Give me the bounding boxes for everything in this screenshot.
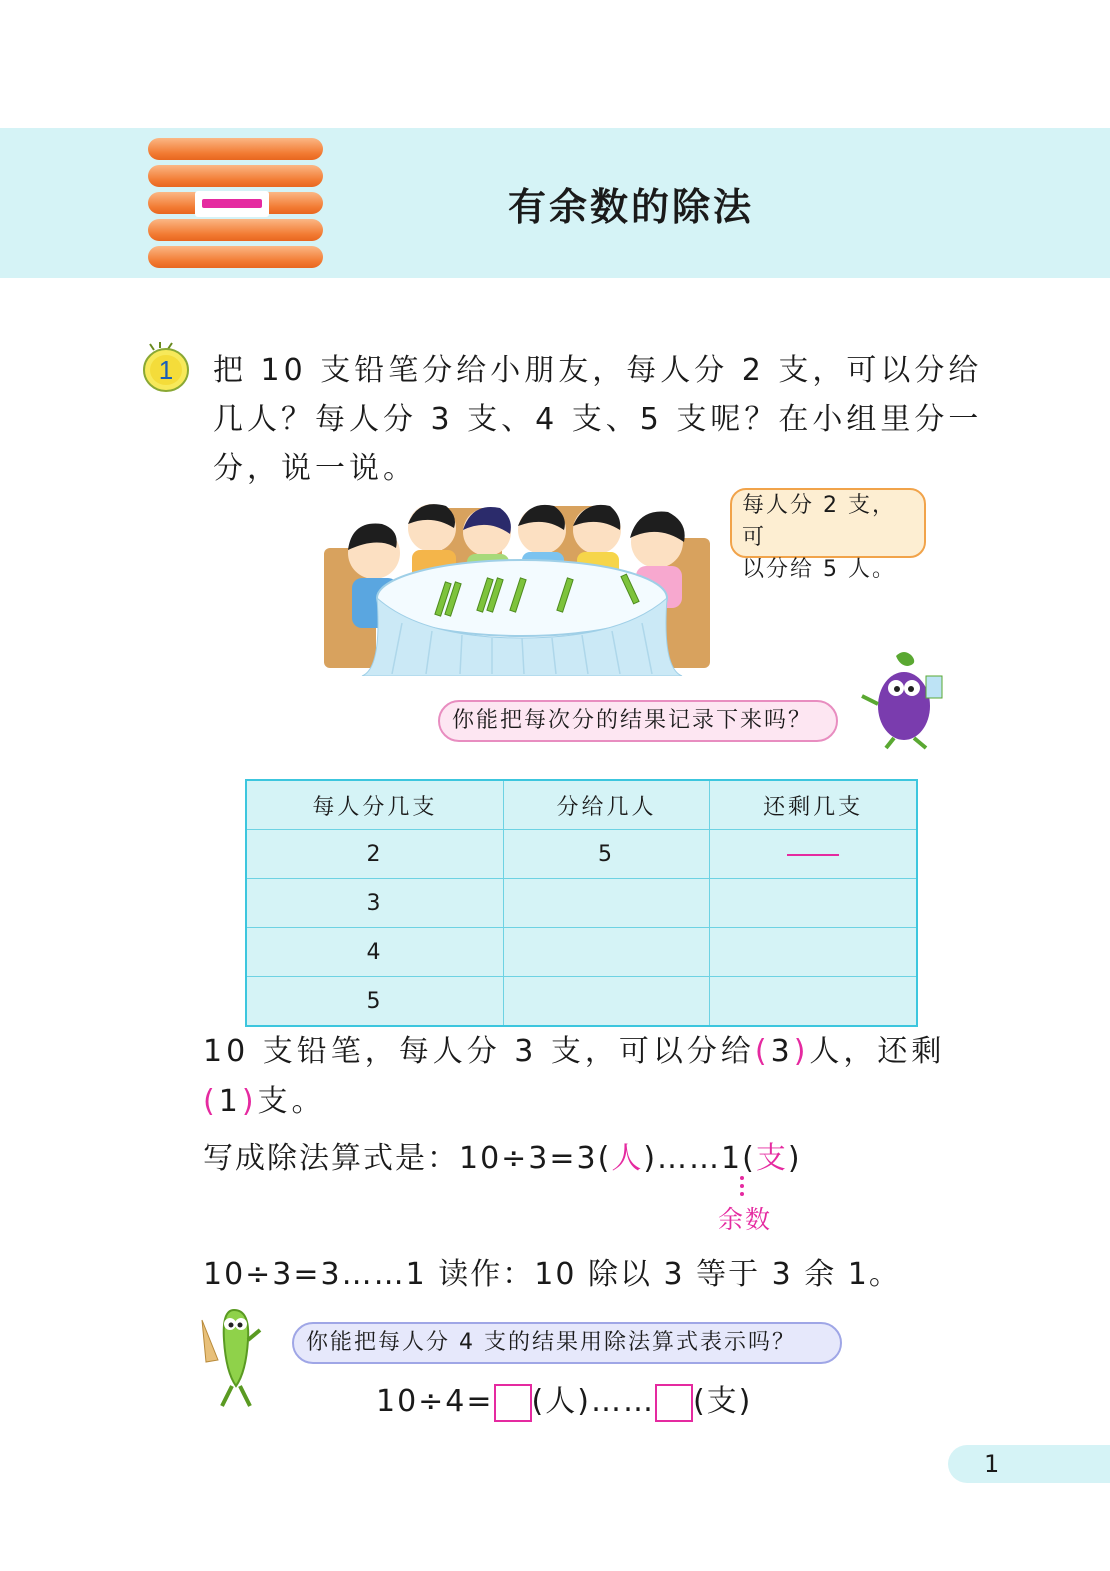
page-number: 1	[984, 1450, 1000, 1478]
table-header: 还剩几支	[710, 780, 917, 830]
kid-speech-bubble: 每人分 2 支，可 以分给 5 人。	[730, 488, 926, 558]
example-line-3: 分，说一说。	[213, 451, 417, 486]
table-cell: 3	[246, 879, 503, 928]
example-number: 1	[158, 355, 174, 385]
explain-sentence-2: (1)支。	[203, 1084, 326, 1119]
formula-reading: 10÷3=3……1 读作：10 除以 3 等于 3 余 1。	[203, 1257, 901, 1292]
example-line-1: 把 10 支铅笔分给小朋友，每人分 2 支，可以分给	[213, 353, 983, 388]
table-cell[interactable]	[503, 879, 709, 928]
table-cell: 5	[503, 830, 709, 879]
remainder-pointer	[740, 1176, 744, 1200]
table-header: 分给几人	[503, 780, 709, 830]
bean-character	[198, 1300, 270, 1412]
result-table	[245, 779, 918, 1027]
remainder-label: 余数	[718, 1205, 773, 1234]
table-header: 每人分几支	[246, 780, 503, 830]
table-row	[246, 830, 917, 879]
table-cell: 2	[246, 830, 503, 879]
table-row	[246, 879, 917, 928]
table-cell[interactable]	[503, 977, 709, 1027]
chapter-title: 有余数的除法	[508, 185, 755, 229]
bean-speech-bubble: 你能把每人分 4 支的结果用除法算式表示吗？	[292, 1322, 842, 1364]
table-header-row	[246, 780, 917, 830]
table-cell[interactable]	[503, 928, 709, 977]
table-cell[interactable]	[710, 928, 917, 977]
table-row	[246, 928, 917, 977]
example-number-badge	[140, 342, 192, 394]
table-cell[interactable]	[710, 879, 917, 928]
table-cell: 4	[246, 928, 503, 977]
table-row	[246, 977, 917, 1027]
eggplant-speech-bubble: 你能把每次分的结果记录下来吗？	[438, 700, 838, 742]
table-cell[interactable]	[710, 977, 917, 1027]
table-cell-dash	[710, 830, 917, 879]
exercise-formula: 10÷4= (人)…… (支)	[376, 1376, 752, 1422]
answer-box-remainder[interactable]	[655, 1384, 693, 1422]
division-formula: 写成除法算式是：10÷3=3(人)……1(支)	[203, 1141, 802, 1176]
chapter-number-mark	[202, 199, 262, 208]
children-table-illustration	[322, 498, 714, 676]
example-line-2: 几人？每人分 3 支、4 支、5 支呢？在小组里分一	[213, 402, 983, 437]
table-cell: 5	[246, 977, 503, 1027]
eggplant-character	[856, 648, 956, 752]
answer-box-people[interactable]	[494, 1384, 532, 1422]
explain-sentence-1: 10 支铅笔，每人分 3 支，可以分给(3)人，还剩	[203, 1034, 946, 1069]
page-number-tab	[948, 1445, 1110, 1483]
